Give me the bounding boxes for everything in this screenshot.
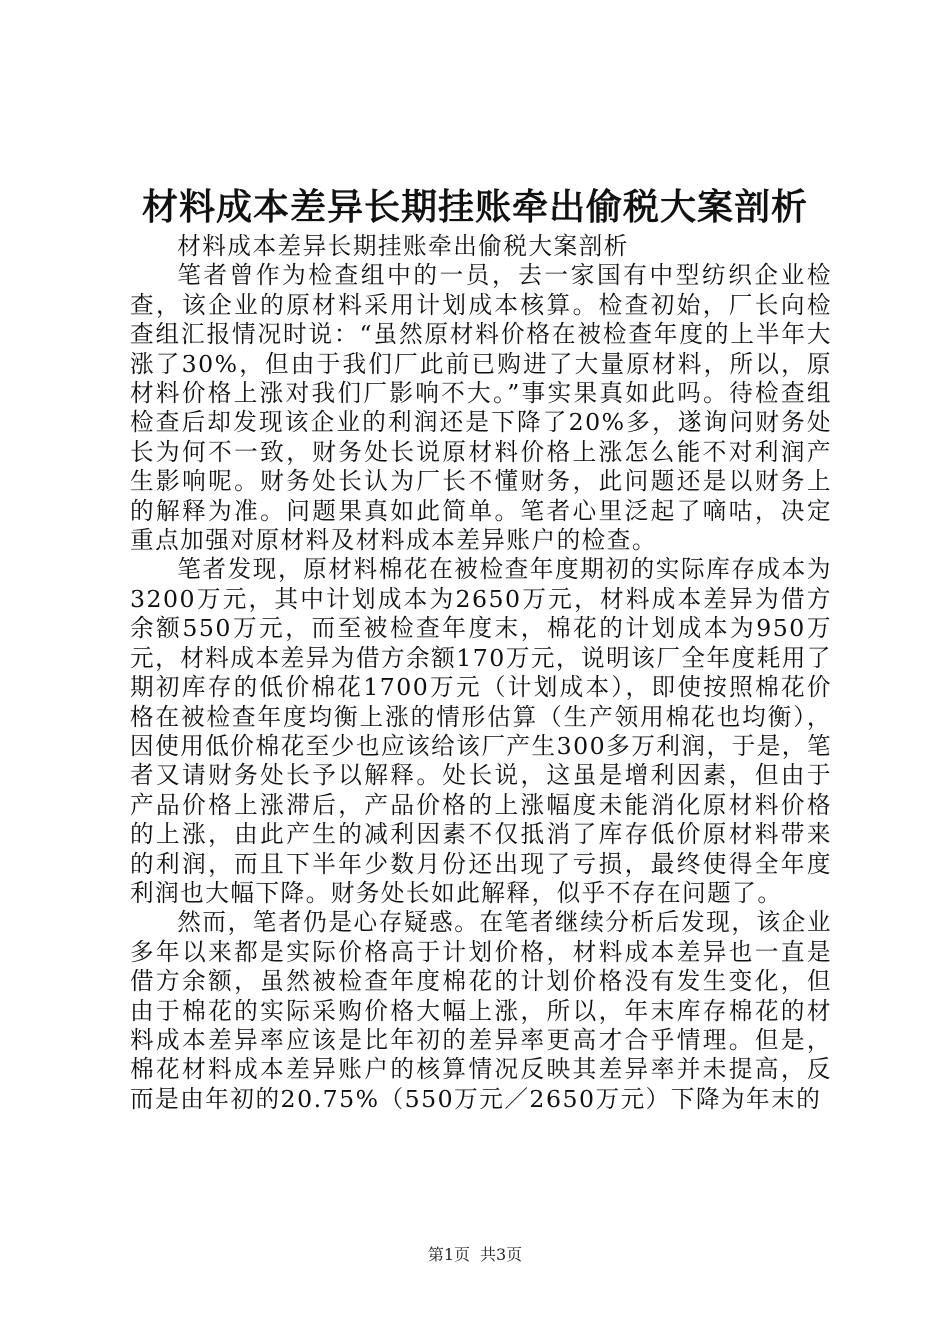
body-paragraph: 然而，笔者仍是心存疑惑。在笔者继续分析后发现，该企业多年以来都是实际价格高于计划价格，材料成本差异也一直是借方余额，虽然被检查年度棉花的计划价格没有发生变化，但由于棉花的实际采购价格大幅上涨，所以，年末库存棉花的材料成本差异率应该是比年初的差异率更高才合乎情理。但是，棉花材料成本差异账户的核算情况反映其差异率并未提高，反而是由年初的20.75%（550万元／2650万元）下降为年末的 xyxy=(130,908,832,1113)
document-body xyxy=(130,232,832,1114)
page-footer xyxy=(0,1245,950,1265)
body-paragraph: 笔者曾作为检查组中的一员，去一家国有中型纺织企业检查，该企业的原材料采用计划成本核算。检查初始，厂长向检查组汇报情况时说：“虽然原材料价格在被检查年度的上半年大涨了30%，但由于我们厂此前已购进了大量原材料，所以，原材料价格上涨对我们厂影响不大。”事实果真如此吗。待检查组检查后却发现该企业的利润还是下降了20%多，遂询问财务处长为何不一致，财务处长说原材料价格上涨怎么能不对利润产生影响呢。财务处长认为厂长不懂财务，此问题还是以财务上的解释为准。问题果真如此简单。笔者心里泛起了嘀咕，决定重点加强对原材料及材料成本差异账户的检查。 xyxy=(130,261,832,555)
body-paragraph: 笔者发现，原材料棉花在被检查年度期初的实际库存成本为3200万元，其中计划成本为2650万元，材料成本差异为借方余额550万元，而至被检查年度末，棉花的计划成本为950万元，材料成本差异为借方余额170万元，说明该厂全年度耗用了期初库存的低价棉花1700万元（计划成本），即使按照棉花价格在被检查年度均衡上涨的情形估算（生产领用棉花也均衡），因使用低价棉花至少也应该给该厂产生300多万利润，于是，笔者又请财务处长予以解释。处长说，这虽是增利因素，但由于产品价格上涨滞后，产品价格的上涨幅度未能消化原材料价格的上涨，由此产生的减利因素不仅抵消了库存低价原材料带来的利润，而且下半年少数月份还出现了亏损，最终使得全年度利润也大幅下降。财务处长如此解释，似乎不存在问题了。 xyxy=(130,555,832,907)
subtitle-paragraph: 材料成本差异长期挂账牵出偷税大案剖析 xyxy=(177,232,629,260)
page-total: 共3页 xyxy=(480,1245,523,1264)
page-number: 第1页 xyxy=(427,1245,470,1264)
document-title: 材料成本差异长期挂账牵出偷税大案剖析 xyxy=(141,187,808,228)
